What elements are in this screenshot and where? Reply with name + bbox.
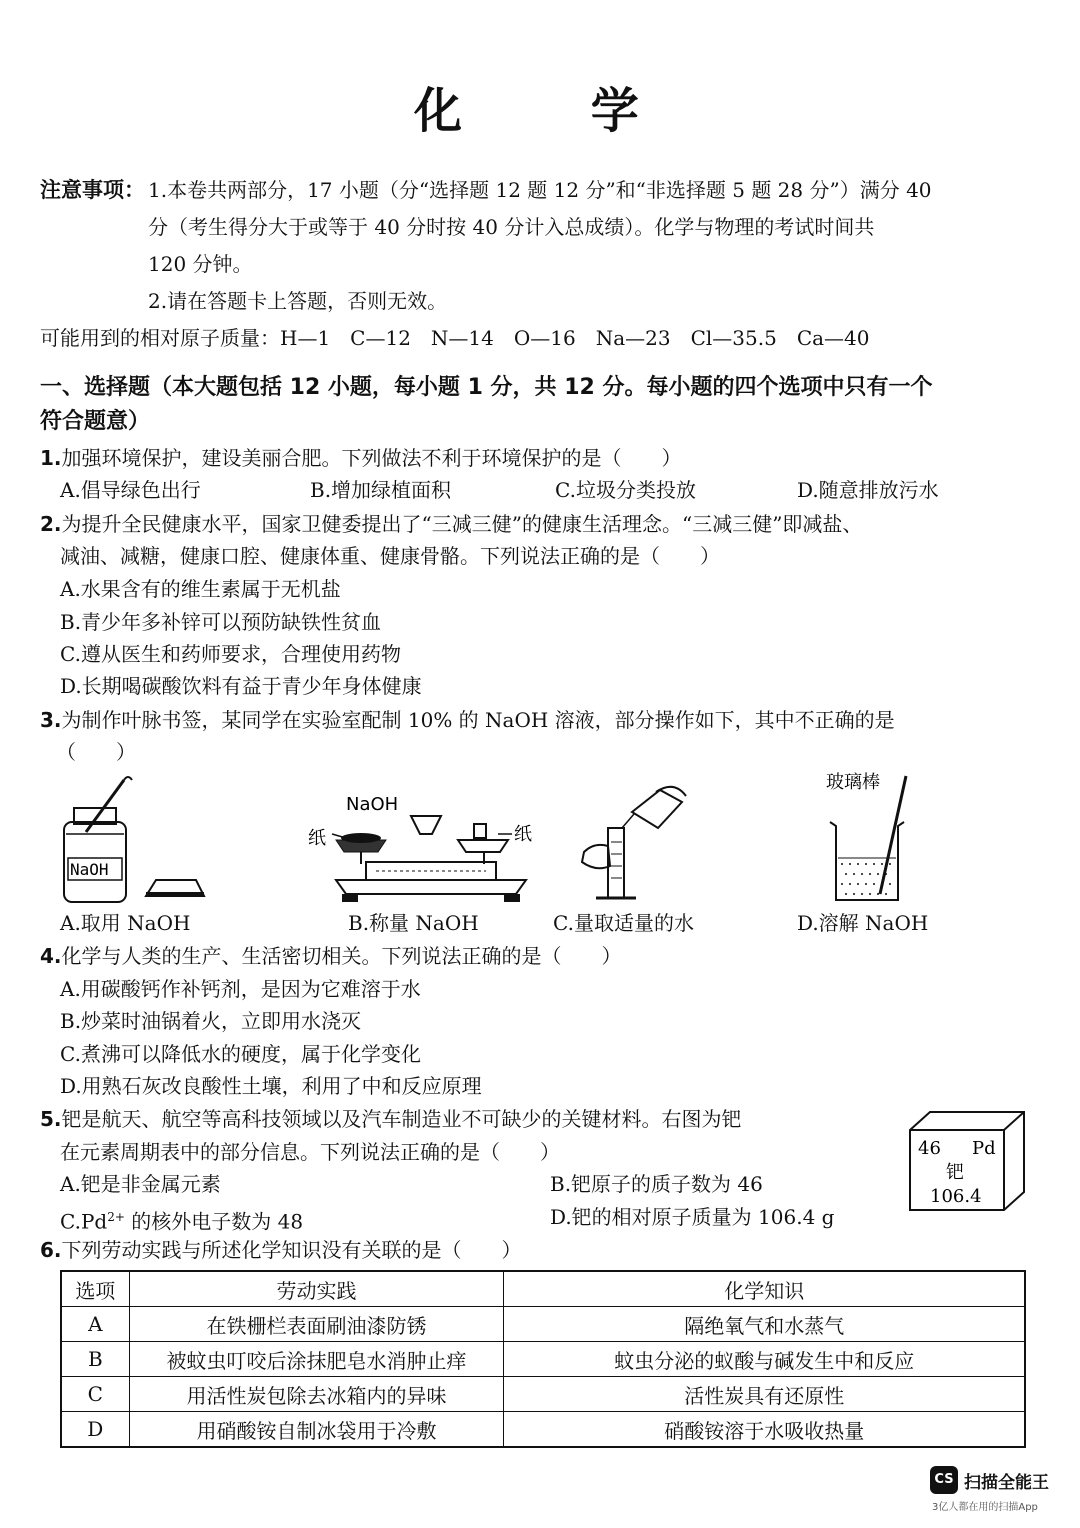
question-number: 5. (40, 1107, 62, 1131)
notice-label: 注意事项： (40, 178, 145, 202)
question-stem-cont: （ ） (56, 740, 136, 764)
charge-superscript: 2+ (107, 1210, 125, 1224)
table-cell: 被蚊虫叮咬后涂抹肥皂水消肿止痒 (129, 1342, 504, 1377)
question-stem: 加强环境保护，建设美丽合肥。下列做法不利于环境保护的是（ ） (61, 446, 682, 470)
option-b: B.称量 NaOH (348, 911, 479, 935)
option-d: D.钯的相对原子质量为 106.4 g (550, 1205, 835, 1229)
question-stem: 钯是航天、航空等高科技领域以及汽车制造业不可缺少的关键材料。右图为钯 (61, 1107, 742, 1131)
table-header: 劳动实践 (129, 1271, 504, 1307)
table-header: 选项 (61, 1271, 129, 1307)
glass-rod-label: 玻璃棒 (826, 772, 880, 793)
option-b: B.青少年多补锌可以预防缺铁性贫血 (60, 610, 382, 634)
table-cell: 蚊虫分泌的蚁酸与碱发生中和反应 (504, 1342, 1025, 1377)
option-a: A.取用 NaOH (60, 911, 191, 935)
table-row (61, 1307, 1025, 1342)
atomic-mass: 106.4 (930, 1186, 982, 1207)
atomic-masses: 可能用到的相对原子质量：H—1 C—12 N—14 O—16 Na—23 Cl—35.5 Ca—40 (40, 326, 870, 350)
question-stem: 为制作叶脉书签，某同学在实验室配制 10% 的 NaOH 溶液，部分操作如下，其中不正确的是 (61, 708, 895, 732)
section-heading-cont: 符合题意） (40, 409, 151, 434)
q6-table (60, 1270, 1026, 1448)
balance-naoh-label: NaOH (346, 794, 399, 815)
option-d: D.随意排放污水 (797, 478, 939, 502)
question-number: 6. (40, 1238, 62, 1262)
question-number: 1. (40, 446, 62, 470)
graduated-cylinder-illustration (582, 787, 686, 898)
option-b: B.炒菜时油锅着火，立即用水浇灭 (60, 1009, 362, 1033)
question-stem-cont: 减油、减糖，健康口腔、健康体重、健康骨骼。下列说法正确的是（ ） (60, 544, 720, 568)
atomic-number: 46 (918, 1138, 941, 1159)
question-4 (40, 944, 622, 968)
option-c-text: 的核外电子数为 48 (124, 1209, 304, 1234)
page-title: 化 学 (414, 83, 695, 139)
section-heading: 一、选择题（本大题包括 12 小题，每小题 1 分，共 12 分。每小题的四个选项中只有一个 (40, 375, 933, 400)
camscanner-logo-icon: CS (930, 1466, 958, 1494)
question-3 (40, 708, 895, 732)
option-b: B.增加绿植面积 (310, 478, 452, 502)
question-1 (40, 446, 682, 470)
bottle-label: NaOH (70, 860, 109, 879)
notice-line-1: 1.本卷共两部分，17 小题（分“选择题 12 题 12 分”和“非选择题 5 题 28 分”）满分 40 (148, 178, 932, 202)
table-cell: 硝酸铵溶于水吸收热量 (504, 1412, 1025, 1448)
option-a: A.水果含有的维生素属于无机盐 (60, 577, 341, 601)
table-cell: 隔绝氧气和水蒸气 (504, 1307, 1025, 1342)
question-stem-cont: 在元素周期表中的部分信息。下列说法正确的是（ ） (60, 1140, 560, 1164)
table-cell: 在铁栅栏表面刷油漆防锈 (129, 1307, 504, 1342)
question-stem: 下列劳动实践与所述化学知识没有关联的是（ ） (61, 1238, 522, 1262)
beaker-illustration (826, 772, 906, 900)
table-row (61, 1412, 1025, 1448)
option-d: D.长期喝碳酸饮料有益于青少年身体健康 (60, 674, 422, 698)
option-d: D.用熟石灰改良酸性土壤，利用了中和反应原理 (60, 1074, 482, 1098)
paper-label-right: 纸 (514, 824, 532, 845)
table-header-row (61, 1271, 1025, 1307)
element-symbol: Pd (972, 1138, 996, 1159)
balance-illustration (308, 794, 532, 902)
table-header: 化学知识 (504, 1271, 1025, 1307)
question-number: 4. (40, 944, 62, 968)
option-c: C.煮沸可以降低水的硬度，属于化学变化 (60, 1042, 421, 1066)
option-c (60, 1205, 303, 1234)
periodic-table-cell (908, 1110, 1028, 1218)
option-d: D.溶解 NaOH (797, 911, 929, 935)
table-cell: 用活性炭包除去冰箱内的异味 (129, 1377, 504, 1412)
option-a: A.倡导绿色出行 (60, 478, 201, 502)
question-number: 3. (40, 708, 62, 732)
option-c-prefix: C.Pd (60, 1209, 108, 1234)
lab-operations-figure (56, 772, 1046, 912)
question-6 (40, 1238, 522, 1262)
notice-line-4: 2.请在答题卡上答题，否则无效。 (148, 289, 448, 313)
table-row (61, 1342, 1025, 1377)
reagent-bottle-illustration (64, 777, 204, 902)
question-stem: 化学与人类的生产、生活密切相关。下列说法正确的是（ ） (61, 944, 622, 968)
table-cell: 活性炭具有还原性 (504, 1377, 1025, 1412)
element-name: 钯 (946, 1162, 964, 1183)
question-5 (40, 1107, 742, 1131)
option-c: C.垃圾分类投放 (555, 478, 696, 502)
notice-line-2: 分（考生得分大于或等于 40 分时按 40 分计入总成绩）。化学与物理的考试时间共 (148, 215, 875, 239)
question-2 (40, 512, 862, 536)
option-b: B.钯原子的质子数为 46 (550, 1172, 763, 1196)
notice-line-3: 120 分钟。 (148, 252, 253, 276)
question-stem: 为提升全民健康水平，国家卫健委提出了“三减三健”的健康生活理念。“三减三健”即减盐、 (61, 512, 863, 536)
table-cell: D (61, 1412, 129, 1448)
table-cell: A (61, 1307, 129, 1342)
table-row (61, 1377, 1025, 1412)
watermark-subtitle: 3亿人都在用的扫描App (932, 1502, 1038, 1513)
paper-label-left: 纸 (308, 828, 326, 849)
table-cell: C (61, 1377, 129, 1412)
option-c: C.遵从医生和药师要求，合理使用药物 (60, 642, 401, 666)
question-number: 2. (40, 512, 62, 536)
option-c: C.量取适量的水 (553, 911, 694, 935)
option-a: A.钯是非金属元素 (60, 1172, 221, 1196)
table-cell: B (61, 1342, 129, 1377)
table-cell: 用硝酸铵自制冰袋用于冷敷 (129, 1412, 504, 1448)
watermark-name: 扫描全能王 (964, 1473, 1049, 1493)
option-a: A.用碳酸钙作补钙剂，是因为它难溶于水 (60, 977, 421, 1001)
